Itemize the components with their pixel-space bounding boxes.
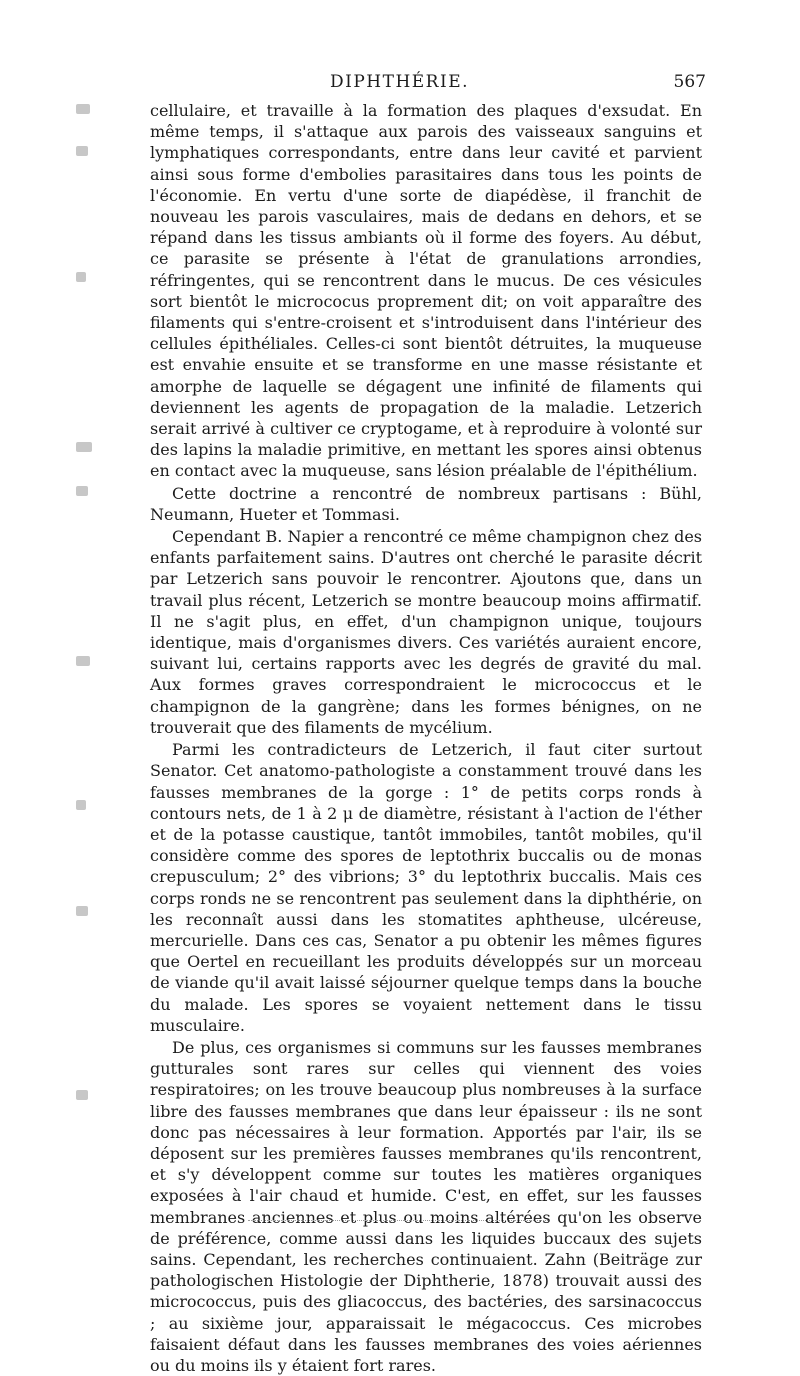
paragraph: De plus, ces organismes si communs sur les fausses membranes gutturales sont rares sur celles qui viennent des voies respiratoires; on les trouve beaucoup plus nombreuses à la surface libre des fausses membranes que dans leur épaisseur : ils ne sont donc pas nécessaires à leur formation. Apportés par l'air, ils se déposent sur les premières fausses membranes qu'ils rencontrent, et s'y développent comme sur toutes les matières organiques exposées à l'air chaud et humide. C'est, en effet, sur les fausses membranes anciennes et plus ou moins altérées qu'on les observe de préférence, comme aussi dans les liquides buccaux des sujets sains. Cependant, les recherches continuaient. Zahn (Beiträge zur pathologischen Histologie der Diphtherie, 1878) trouvait aussi des micrococcus, puis des gliacoccus, des bactéries, des sarsinacoccus ; au sixième jour, apparaissait le mégacoccus. Ces microbes faisaient défaut dans les fausses membranes des voies aériennes ou du moins ils y étaient fort rares. xyxy=(150,1037,702,1375)
running-title: DIPHTHÉRIE. xyxy=(330,72,470,92)
body-text xyxy=(150,100,702,1376)
margin-bleed-marks xyxy=(76,100,146,1160)
footer-dotted-rule xyxy=(248,1220,548,1221)
margin-mark xyxy=(76,272,86,282)
paragraph: Cependant B. Napier a rencontré ce même champignon chez des enfants parfaitement sains. D'autres ont cherché le parasite décrit par Letzerich sans pouvoir le rencontrer. Ajoutons que, dans un travail plus récent, Letzerich se montre beaucoup moins affirmatif. Il ne s'agit plus, en effet, d'un champignon unique, toujours identique, mais d'organismes divers. Ces variétés auraient encore, suivant lui, certains rapports avec les degrés de gravité du mal. Aux formes graves correspondraient le micrococcus et le champignon de la gangrène; dans les formes bénignes, on ne trouverait que des filaments de mycélium. xyxy=(150,527,702,737)
margin-mark xyxy=(76,800,86,810)
paragraph: Cette doctrine a rencontré de nombreux partisans : Bühl, Neumann, Hueter et Tommasi. xyxy=(150,483,702,524)
page-number: 567 xyxy=(673,72,706,92)
margin-mark xyxy=(76,656,90,666)
margin-mark xyxy=(76,906,88,916)
margin-mark xyxy=(76,486,88,496)
margin-mark xyxy=(76,1090,88,1100)
margin-mark xyxy=(76,442,92,452)
paragraph: Parmi les contradicteurs de Letzerich, il faut citer surtout Senator. Cet anatomo-pathologiste a constamment trouvé dans les fausses membranes de la gorge : 1° de petits corps ronds à contours nets, de 1 à 2 μ de diamètre, résistant à l'action de l'éther et de la potasse caustique, tantôt immobiles, tantôt mobiles, qu'il considère comme des spores de leptothrix buccalis ou de monas crepusculum; 2° des vibrions; 3° du leptothrix buccalis. Mais ces corps ronds ne se rencontrent pas seulement dans la diphthérie, on les reconnaît aussi dans les stomatites aphtheuse, ulcéreuse, mercurielle. Dans ces cas, Senator a pu obtenir les mêmes figures que Oertel en recueillant les produits développés sur un morceau de viande qu'il avait laissé séjourner quelque temps dans la bouche du malade. Les spores se voyaient nettement dans le tissu musculaire. xyxy=(150,740,702,1035)
paragraph: cellulaire, et travaille à la formation des plaques d'exsudat. En même temps, il s'attaque aux parois des vaisseaux sanguins et lymphatiques correspondants, entre dans leur cavité et parvient ainsi sous forme d'embolies parasitaires dans tous les points de l'économie. En vertu d'une sorte de diapédèse, il franchit de nouveau les parois vasculaires, mais de dedans en dehors, et se répand dans les tissus ambiants où il forme des foyers. Au début, ce parasite se présente à l'état de granulations arrondies, réfringentes, qui se rencontrent dans le mucus. De ces vésicules sort bientôt le micrococus proprement dit; on voit apparaître des filaments qui s'entre-croisent et s'introduisent dans l'intérieur des cellules épithéliales. Celles-ci sont bientôt détruites, la muqueuse est envahie ensuite et se transforme en une masse résistante et amorphe de laquelle se dégagent une infinité de filaments qui deviennent les agents de propagation de la maladie. Letzerich serait arrivé à cultiver ce cryptogame, et à reproduire à volonté sur des lapins la maladie primitive, en mettant les spores ainsi obtenus en contact avec la muqueuse, sans lésion préalable de l'épithélium. xyxy=(150,101,702,481)
margin-mark xyxy=(76,146,88,156)
margin-mark xyxy=(76,104,90,114)
page-header xyxy=(0,72,800,98)
